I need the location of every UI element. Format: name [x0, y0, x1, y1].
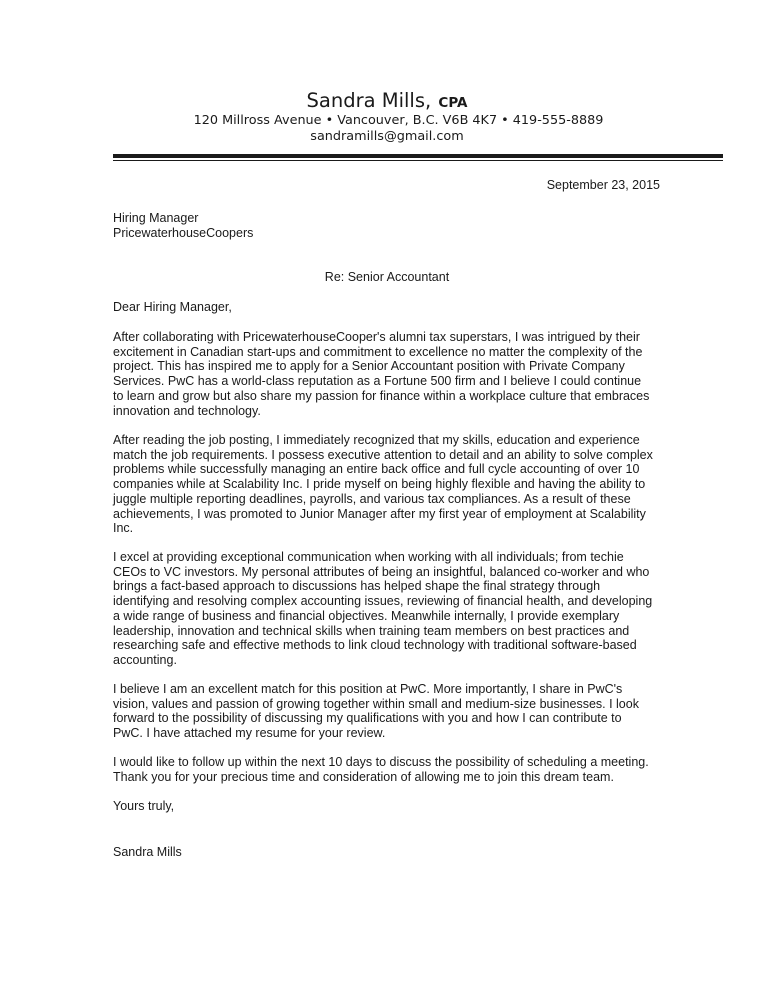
paragraph-line: Inc. [113, 521, 134, 536]
letterhead-name-text: Sandra Mills, [306, 89, 432, 112]
body-paragraph-2 [113, 433, 673, 536]
paragraph-line: a wide range of business and financial objectives. Meanwhile internally, I provide exemplary [113, 608, 620, 623]
letter-subject: Re: Senior Accountant [324, 270, 450, 284]
paragraph-line: brings a fact-based approach to discussions has helped shape the final strategy through [113, 579, 601, 594]
paragraph-line: Thank you for your precious time and consideration of allowing me to join this dream team. [113, 769, 614, 784]
letterhead-credential: CPA [438, 95, 468, 111]
paragraph-line: juggle multiple reporting deadlines, payrolls, and various tax compliances. As a result of these [113, 491, 631, 506]
paragraph-line: leadership, innovation and technical skills when training team members on best practices and [113, 623, 630, 638]
letter-closing: Yours truly, [113, 799, 175, 813]
paragraph-line: identifying and resolving complex accounting issues, reviewing of financial health, and developing [113, 594, 653, 609]
paragraph-line: problems while successfully managing an entire back office and full cycle accounting of over 10 [113, 462, 640, 477]
paragraph-line: project. This has inspired me to apply for a Senior Accountant position with Private Company [113, 359, 625, 374]
paragraph-line: I excel at providing exceptional communication when working with all individuals; from techie [113, 550, 624, 564]
body-paragraph-3 [113, 550, 673, 668]
letterhead-email: sandramills@gmail.com [310, 129, 464, 144]
letterhead-name [0, 89, 774, 115]
paragraph-line: Services. PwC has a world-class reputation as a Fortune 500 firm and I believe I could continue [113, 374, 642, 389]
paragraph-line: match the job requirements. I possess executive attention to detail and an ability to solve complex [113, 447, 653, 462]
letterhead-address: 120 Millross Avenue • Vancouver, B.C. V6B 4K7 • 419-555-8889 [193, 113, 604, 128]
recipient-company: PricewaterhouseCoopers [113, 226, 254, 240]
body-paragraph-4 [113, 682, 673, 741]
letterhead-rule-thick [113, 154, 723, 158]
paragraph-line: I would like to follow up within the next 10 days to discuss the possibility of scheduling a meeting. [113, 755, 649, 769]
paragraph-line: I believe I am an excellent match for this position at PwC. More importantly, I share in PwC's [113, 682, 623, 696]
letterhead-rule-thin [113, 160, 723, 161]
paragraph-line: achievements, I was promoted to Junior Manager after my first year of employment at Scalability [113, 506, 646, 521]
paragraph-line: PwC. I have attached my resume for your review. [113, 726, 386, 741]
paragraph-line: forward to the possibility of discussing my qualifications with you and how I can contribute to [113, 711, 622, 726]
recipient-title: Hiring Manager [113, 211, 199, 225]
letter-date: September 23, 2015 [546, 178, 660, 192]
paragraph-line: companies while at Scalability Inc. I pride myself on being highly flexible and having the ability to [113, 477, 646, 492]
paragraph-line: excitement in Canadian start-ups and commitment to excellence no matter the complexity of the [113, 344, 643, 359]
paragraph-line: to learn and grow but also share my passion for finance within a workplace culture that embraces [113, 388, 650, 403]
letter-greeting: Dear Hiring Manager, [113, 300, 232, 314]
body-paragraph-1 [113, 330, 673, 418]
paragraph-line: researching safe and effective methods to link cloud technology with traditional software-based [113, 638, 637, 653]
paragraph-line: CEOs to VC investors. My personal attributes of being an insightful, balanced co-worker and who [113, 564, 650, 579]
paragraph-line: After collaborating with PricewaterhouseCooper's alumni tax superstars, I was intrigued by their [113, 330, 640, 344]
letter-signature: Sandra Mills [113, 845, 182, 859]
paragraph-line: vision, values and passion of growing together within small and medium-size businesses. I look [113, 696, 639, 711]
paragraph-line: accounting. [113, 652, 177, 667]
paragraph-line: innovation and technology. [113, 403, 261, 418]
body-paragraph-5 [113, 755, 673, 784]
paragraph-line: After reading the job posting, I immediately recognized that my skills, education and experience [113, 433, 640, 447]
